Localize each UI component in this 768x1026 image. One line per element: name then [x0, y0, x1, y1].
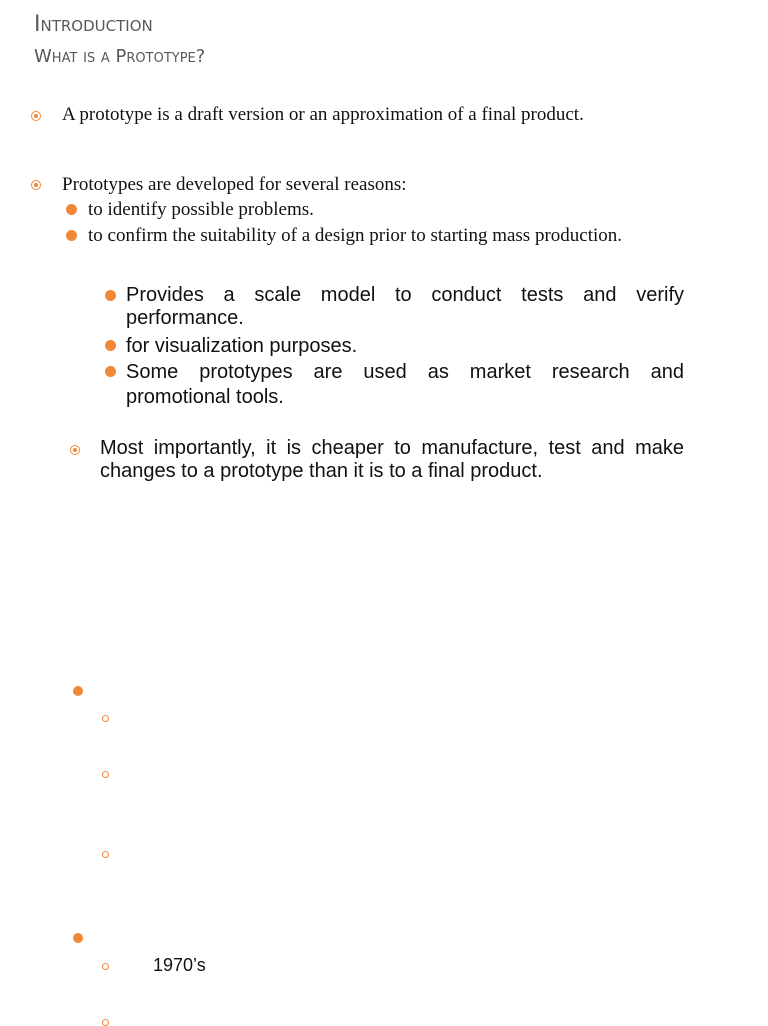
dot-bullet-icon [73, 686, 83, 696]
page-subtitle: What is a Prototype? [34, 46, 206, 67]
point-scale-model: Provides a scale model to conduct tests and verify performance. [126, 284, 684, 329]
hollow-bullet-icon [102, 715, 109, 722]
hollow-bullet-icon [102, 963, 109, 970]
dot-bullet-icon [105, 290, 116, 301]
dot-bullet-icon [105, 340, 116, 351]
dot-bullet-icon [73, 933, 83, 943]
ring-bullet-icon [70, 445, 80, 455]
dot-bullet-icon [66, 230, 77, 241]
hollow-bullet-icon [102, 1019, 109, 1026]
point-market-research: Some prototypes are used as market research and promotional tools. [126, 361, 684, 408]
hollow-bullet-icon [102, 851, 109, 858]
reason-confirm-suitability: to confirm the suitability of a design prior to starting mass production. [88, 225, 623, 246]
ring-bullet-icon [31, 180, 41, 190]
page-title: Introduction [34, 12, 153, 37]
reason-identify-problems: to identify possible problems. [88, 199, 314, 220]
hollow-bullet-icon [102, 771, 109, 778]
bullet-reasons-heading: Prototypes are developed for several reasons: [62, 174, 407, 195]
bullet-prototype-definition: A prototype is a draft version or an approximation of a final product. [62, 104, 584, 125]
point-visualization: for visualization purposes. [126, 335, 358, 357]
dot-bullet-icon [66, 204, 77, 215]
dot-bullet-icon [105, 366, 116, 377]
bullet-cost-importance: Most importantly, it is cheaper to manufacture, test and make changes to a prototype than it is to a final product. [100, 437, 684, 482]
year-label: 1970’s [153, 955, 206, 975]
ring-bullet-icon [31, 111, 41, 121]
